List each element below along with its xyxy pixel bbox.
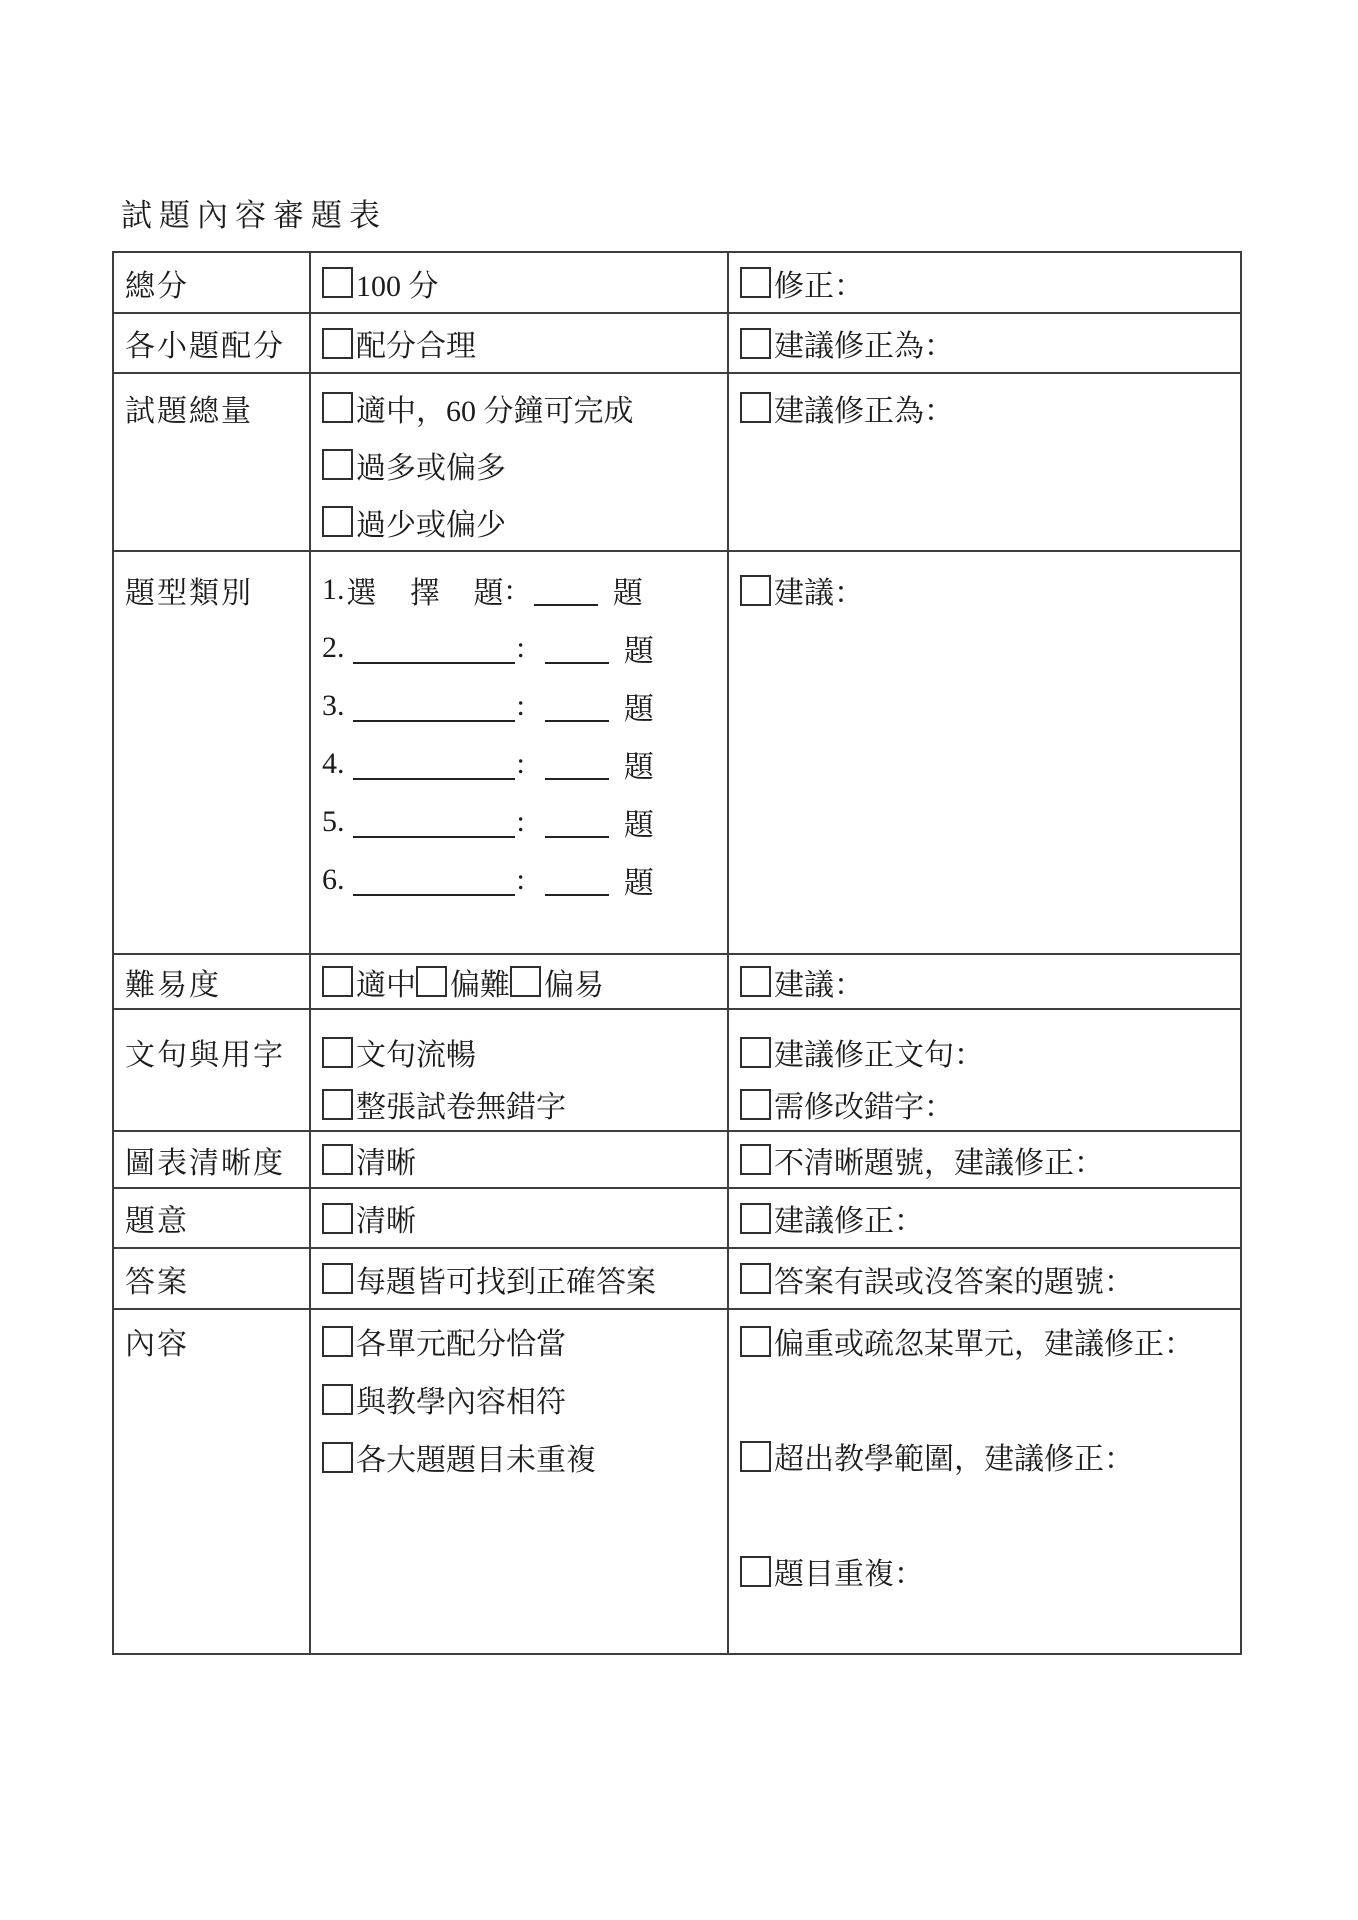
row-label: 圖表清晰度 bbox=[125, 1146, 285, 1180]
suggestion-label: 建議修正： bbox=[774, 1205, 924, 1238]
option-label: 偏易 bbox=[544, 968, 604, 1002]
checkbox-content-beyond-scope[interactable] bbox=[740, 1441, 771, 1472]
suggestion-label: 建議： bbox=[774, 968, 864, 1002]
colon: : bbox=[516, 689, 525, 722]
suggestion-label: 建議修正為： bbox=[774, 394, 954, 428]
row-label-cell bbox=[113, 252, 310, 313]
option-label: 適中，60 分鐘可完成 bbox=[356, 394, 634, 428]
row-label: 各小題配分 bbox=[125, 330, 285, 363]
unit-label: 題 bbox=[623, 751, 654, 784]
checkbox-wording-fix-sentence[interactable] bbox=[740, 1037, 771, 1068]
option-cell bbox=[310, 1309, 728, 1654]
table-row-quantity bbox=[113, 373, 1241, 551]
row-label-cell bbox=[113, 373, 310, 551]
row-label-cell bbox=[113, 954, 310, 1009]
checkbox-qty-too-many[interactable] bbox=[322, 449, 353, 480]
suggestion-label: 需修改錯字： bbox=[774, 1091, 954, 1124]
suggestion-cell bbox=[728, 954, 1241, 1009]
option-cell bbox=[310, 1009, 728, 1131]
row-label: 試題總量 bbox=[125, 394, 253, 428]
row-label: 文句與用字 bbox=[125, 1039, 285, 1072]
item-number: 2. bbox=[322, 631, 345, 664]
colon: : bbox=[516, 863, 525, 896]
unit-label: 題 bbox=[612, 577, 643, 610]
suggestion-cell bbox=[728, 1131, 1241, 1188]
blank-type-field[interactable] bbox=[353, 864, 515, 896]
option-label: 配分合理 bbox=[356, 330, 476, 363]
checkbox-qty-suggest[interactable] bbox=[740, 392, 771, 423]
checkbox-intent-fix[interactable] bbox=[740, 1203, 771, 1234]
row-label: 題意 bbox=[125, 1205, 189, 1238]
review-table bbox=[112, 251, 1242, 1655]
row-label: 題型類別 bbox=[125, 577, 253, 610]
option-cell bbox=[310, 373, 728, 551]
question-type-name: 選 擇 題 bbox=[346, 577, 504, 610]
suggestion-cell bbox=[728, 1309, 1241, 1654]
blank-count-field[interactable] bbox=[545, 690, 609, 722]
table-row-question-types bbox=[113, 551, 1241, 954]
checkbox-chart-unclear[interactable] bbox=[740, 1144, 771, 1175]
suggestion-cell bbox=[728, 252, 1241, 313]
suggestion-cell bbox=[728, 373, 1241, 551]
row-label-cell bbox=[113, 1009, 310, 1131]
item-number: 6. bbox=[322, 863, 345, 896]
option-cell bbox=[310, 1131, 728, 1188]
colon: : bbox=[516, 805, 525, 838]
checkbox-qty-moderate[interactable] bbox=[322, 392, 353, 423]
item-number: 1. bbox=[322, 573, 345, 606]
checkbox-diff-hard[interactable] bbox=[416, 966, 447, 997]
option-label: 整張試卷無錯字 bbox=[356, 1091, 566, 1124]
option-label: 清晰 bbox=[356, 1205, 416, 1238]
option-label: 清晰 bbox=[356, 1146, 416, 1180]
colon: : bbox=[516, 631, 525, 664]
checkbox-answer-findable[interactable] bbox=[322, 1263, 353, 1294]
unit-label: 題 bbox=[623, 693, 654, 726]
blank-count-field[interactable] bbox=[545, 748, 609, 780]
checkbox-content-no-repeat[interactable] bbox=[322, 1442, 353, 1473]
checkbox-wording-no-typos[interactable] bbox=[322, 1089, 353, 1120]
checkbox-qtype-suggest[interactable] bbox=[740, 575, 771, 606]
blank-type-field[interactable] bbox=[353, 690, 515, 722]
suggestion-label: 建議修正文句： bbox=[774, 1039, 984, 1072]
row-label-cell bbox=[113, 1131, 310, 1188]
option-cell bbox=[310, 551, 728, 954]
checkbox-intent-clear[interactable] bbox=[322, 1203, 353, 1234]
page-title: 試題內容審題表 bbox=[121, 198, 387, 233]
suggestion-cell bbox=[728, 313, 1241, 373]
suggestion-label: 建議修正為： bbox=[774, 330, 954, 363]
option-label: 文句流暢 bbox=[356, 1039, 476, 1072]
unit-label: 題 bbox=[623, 635, 654, 668]
checkbox-content-repeated[interactable] bbox=[740, 1556, 771, 1587]
checkbox-answer-wrong[interactable] bbox=[740, 1263, 771, 1294]
table-row-total-score bbox=[113, 252, 1241, 313]
colon: : bbox=[516, 747, 525, 780]
row-label: 難易度 bbox=[125, 968, 221, 1002]
suggestion-label: 建議： bbox=[774, 577, 864, 610]
checkbox-chart-clear[interactable] bbox=[322, 1144, 353, 1175]
suggestion-label: 答案有誤或沒答案的題號： bbox=[774, 1265, 1134, 1299]
option-label: 100 分 bbox=[356, 269, 439, 303]
option-label: 適中 bbox=[356, 968, 416, 1002]
suggestion-label: 超出教學範圍，建議修正： bbox=[774, 1443, 1134, 1476]
checkbox-content-match-teaching[interactable] bbox=[322, 1384, 353, 1415]
table-row-content bbox=[113, 1309, 1241, 1654]
option-cell bbox=[310, 1248, 728, 1309]
option-label: 各單元配分恰當 bbox=[356, 1328, 566, 1361]
blank-type-field[interactable] bbox=[353, 748, 515, 780]
checkbox-wording-fluent[interactable] bbox=[322, 1037, 353, 1068]
option-label: 每題皆可找到正確答案 bbox=[356, 1265, 656, 1299]
row-label-cell bbox=[113, 1248, 310, 1309]
row-label: 內容 bbox=[125, 1328, 189, 1361]
row-label-cell bbox=[113, 313, 310, 373]
option-label: 與教學內容相符 bbox=[356, 1386, 566, 1419]
row-label: 總分 bbox=[125, 269, 189, 303]
suggestion-label: 修正： bbox=[774, 269, 864, 303]
suggestion-cell bbox=[728, 1009, 1241, 1131]
unit-label: 題 bbox=[623, 809, 654, 842]
suggestion-label: 不清晰題號，建議修正： bbox=[774, 1146, 1104, 1180]
checkbox-content-bias-unit[interactable] bbox=[740, 1326, 771, 1357]
unit-label: 題 bbox=[623, 867, 654, 900]
option-label: 偏難 bbox=[450, 968, 510, 1002]
checkbox-wording-fix-typos[interactable] bbox=[740, 1089, 771, 1120]
checkbox-score-fix[interactable] bbox=[740, 267, 771, 298]
checkbox-diff-easy[interactable] bbox=[510, 966, 541, 997]
checkbox-diff-moderate[interactable] bbox=[322, 966, 353, 997]
blank-type-field[interactable] bbox=[353, 806, 515, 838]
blank-count-field[interactable] bbox=[534, 574, 598, 606]
option-label: 各大題題目未重複 bbox=[356, 1444, 596, 1477]
row-label-cell bbox=[113, 1309, 310, 1654]
option-cell bbox=[310, 954, 728, 1009]
blank-count-field[interactable] bbox=[545, 806, 609, 838]
option-cell bbox=[310, 252, 728, 313]
option-cell bbox=[310, 313, 728, 373]
option-label: 過多或偏多 bbox=[356, 451, 506, 485]
option-cell bbox=[310, 1188, 728, 1248]
table-row-difficulty bbox=[113, 954, 1241, 1009]
item-number: 3. bbox=[322, 689, 345, 722]
item-number: 4. bbox=[322, 747, 345, 780]
table-row-wording bbox=[113, 1009, 1241, 1131]
suggestion-cell bbox=[728, 1188, 1241, 1248]
suggestion-cell bbox=[728, 551, 1241, 954]
checkbox-qty-too-few[interactable] bbox=[322, 506, 353, 537]
row-label-cell bbox=[113, 551, 310, 954]
checkbox-diff-suggest[interactable] bbox=[740, 966, 771, 997]
suggestion-cell bbox=[728, 1248, 1241, 1309]
checkbox-alloc-suggest[interactable] bbox=[740, 328, 771, 359]
checkbox-alloc-reasonable[interactable] bbox=[322, 328, 353, 359]
suggestion-label: 偏重或疏忽某單元，建議修正： bbox=[774, 1328, 1194, 1361]
row-label-cell bbox=[113, 1188, 310, 1248]
table-row-answers bbox=[113, 1248, 1241, 1309]
table-row-sub-scores bbox=[113, 313, 1241, 373]
table-row-question-intent bbox=[113, 1188, 1241, 1248]
row-label: 答案 bbox=[125, 1265, 189, 1299]
option-label: 過少或偏少 bbox=[356, 508, 506, 542]
checkbox-score-100[interactable] bbox=[322, 267, 353, 298]
suggestion-label: 題目重複： bbox=[774, 1558, 924, 1591]
table-row-chart-clarity bbox=[113, 1131, 1241, 1188]
colon: : bbox=[505, 573, 514, 606]
blank-type-field[interactable] bbox=[353, 632, 515, 664]
item-number: 5. bbox=[322, 805, 345, 838]
checkbox-content-alloc[interactable] bbox=[322, 1326, 353, 1357]
blank-count-field[interactable] bbox=[545, 864, 609, 896]
blank-count-field[interactable] bbox=[545, 632, 609, 664]
